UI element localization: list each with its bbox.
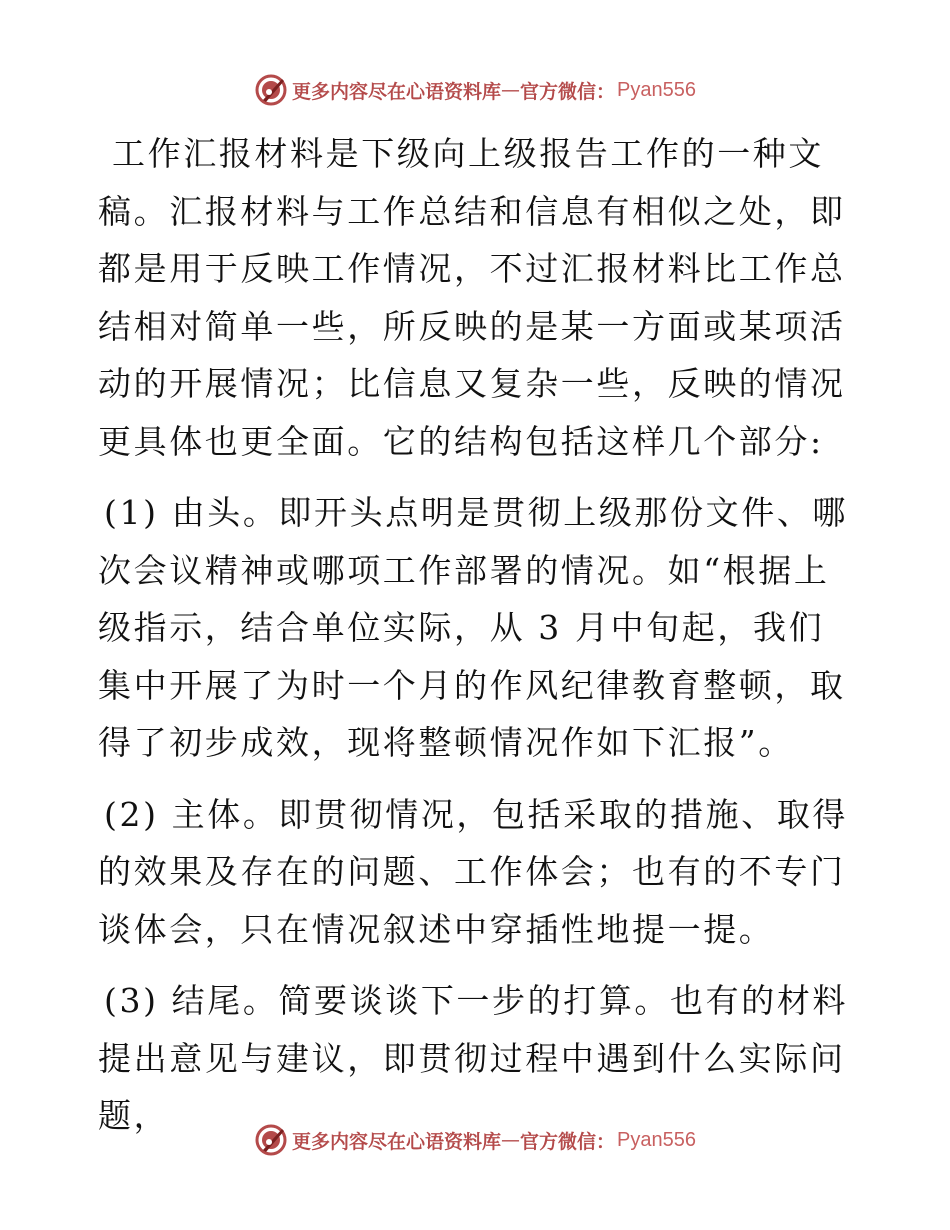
wechat-label: 官方微信： bbox=[520, 80, 616, 103]
section-3-paragraph: (3) 结尾。简要谈谈下一步的打算。也有的材料提出意见与建议，即贯彻过程中遇到什么实际问题， bbox=[98, 981, 849, 1135]
wechat-id: Pyan556 bbox=[617, 78, 696, 101]
banner-separator: — bbox=[501, 1129, 521, 1151]
brush-logo-icon bbox=[254, 73, 288, 107]
wechat-label: 官方微信： bbox=[520, 1130, 616, 1153]
promo-text: 更多内容尽在心语资料库 bbox=[292, 80, 502, 103]
header-banner bbox=[0, 70, 950, 110]
section-2-paragraph: (2) 主体。即贯彻情况，包括采取的措施、取得的效果及存在的问题、工作体会；也有的不专门谈体会，只在情况叙述中穿插性地提一提。 bbox=[98, 794, 849, 949]
promo-text: 更多内容尽在心语资料库 bbox=[292, 1130, 502, 1153]
intro-paragraph: 工作汇报材料是下级向上级报告工作的一种文稿。汇报材料与工作总结和信息有相似之处，即都是用于反映工作情况，不过汇报材料比工作总结相对简单一些，所反映的是某一方面或某项活动的开展情况；比信息又复杂一些，反映的情况更具体也更全面。它的结构包括这样几个部分: bbox=[98, 134, 846, 461]
section-1-paragraph: (1) 由头。即开头点明是贯彻上级那份文件、哪次会议精神或哪项工作部署的情况。如“根据上级指示，结合单位实际，从 3 月中旬起，我们集中开展了为时一个月的作风纪律教育整顿，取得了初步成效，现将整顿情况作如下汇报”。 bbox=[98, 493, 849, 762]
banner-separator: — bbox=[501, 79, 521, 101]
footer-banner bbox=[0, 1120, 950, 1160]
document-body bbox=[98, 125, 858, 1145]
wechat-id: Pyan556 bbox=[617, 1128, 696, 1151]
brush-logo-icon bbox=[254, 1123, 288, 1157]
